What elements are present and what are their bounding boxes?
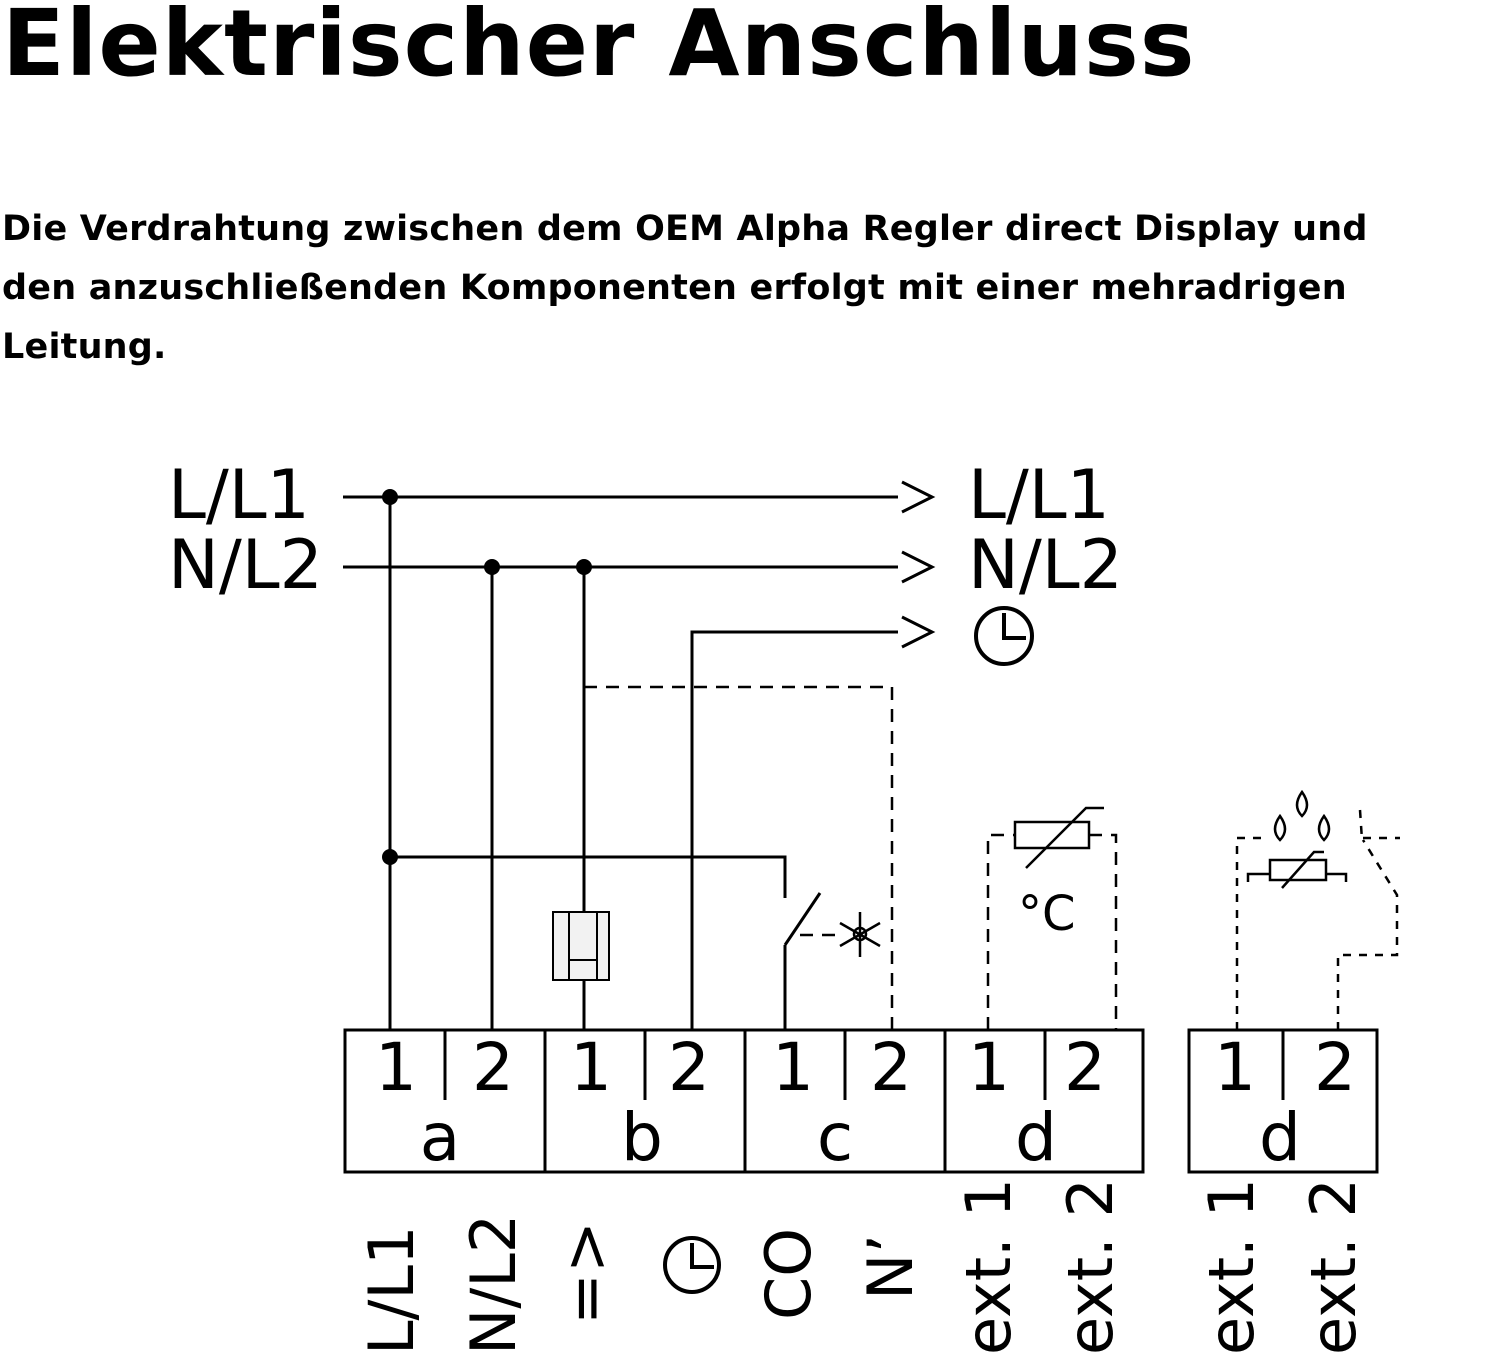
arrow-l1 (902, 482, 932, 512)
junction-dot (382, 489, 398, 505)
page-title: Elektrischer Anschluss (2, 0, 1196, 97)
clock-output-line (692, 632, 898, 1030)
terminal-ext-d1: 1 (1214, 1029, 1256, 1106)
dew-sensor (1248, 852, 1346, 888)
terminal-a1: 1 (375, 1029, 417, 1106)
arrow-n (902, 552, 932, 582)
intro-line-3: Leitung. (2, 327, 167, 367)
junction-dot (576, 559, 592, 575)
terminal-b2: 2 (668, 1029, 710, 1106)
bottom-label-pump: => (549, 1221, 622, 1325)
terminal-ext-d2: 2 (1314, 1029, 1356, 1106)
input-label-l1: L/L1 (168, 456, 310, 535)
bottom-label-ext2-b: ext. 2 (1297, 1178, 1370, 1355)
input-label-n: N/L2 (168, 526, 323, 605)
wire-c-branch (390, 857, 785, 898)
dashed-dew-top (1360, 810, 1362, 840)
dashed-dew-switch (1338, 838, 1400, 1030)
group-label-a: a (419, 1099, 461, 1176)
bottom-label-ext1-b: ext. 1 (1195, 1178, 1268, 1355)
terminal-b1: 1 (570, 1029, 612, 1106)
intro-line-1: Die Verdrahtung zwischen dem OEM Alpha Regler direct Display und (2, 209, 1368, 249)
terminal-d2: 2 (1064, 1029, 1106, 1106)
junction-dot (382, 849, 398, 865)
group-label-c: c (816, 1099, 854, 1176)
snowflake-icon (840, 912, 880, 957)
intro-line-2: den anzuschließenden Komponenten erfolgt mit einer mehradrigen (2, 268, 1347, 308)
bottom-label-ext1: ext. 1 (952, 1178, 1025, 1355)
group-label-d: d (1015, 1099, 1057, 1176)
bottom-label-l1: L/L1 (355, 1225, 428, 1355)
terminal-a2: 2 (472, 1029, 514, 1106)
terminal-c1: 1 (772, 1029, 814, 1106)
group-label-ext-d: d (1259, 1099, 1301, 1176)
bottom-label-n: N/L2 (457, 1213, 530, 1355)
temperature-unit: °C (1018, 886, 1076, 942)
output-label-n: N/L2 (968, 526, 1123, 605)
dashed-dew-d1 (1237, 838, 1268, 1030)
output-label-l1: L/L1 (968, 456, 1110, 535)
bottom-label-co: CO (752, 1227, 825, 1320)
clock-icon (665, 1238, 719, 1292)
group-label-b: b (621, 1099, 663, 1176)
relay-coil (553, 912, 609, 980)
arrow-clock (902, 617, 932, 647)
droplets-icon (1275, 792, 1329, 840)
dashed-sensor-d1 (988, 835, 1015, 1030)
terminal-c2: 2 (870, 1029, 912, 1106)
thermistor (1015, 808, 1104, 868)
bottom-label-ext2: ext. 2 (1054, 1178, 1127, 1355)
bottom-label-n-prime: N’ (854, 1233, 927, 1300)
junction-dot (484, 559, 500, 575)
frost-switch-blade (785, 893, 820, 945)
terminal-d1: 1 (968, 1029, 1010, 1106)
dashed-sensor-d2 (1089, 835, 1116, 1030)
clock-icon (976, 608, 1032, 664)
